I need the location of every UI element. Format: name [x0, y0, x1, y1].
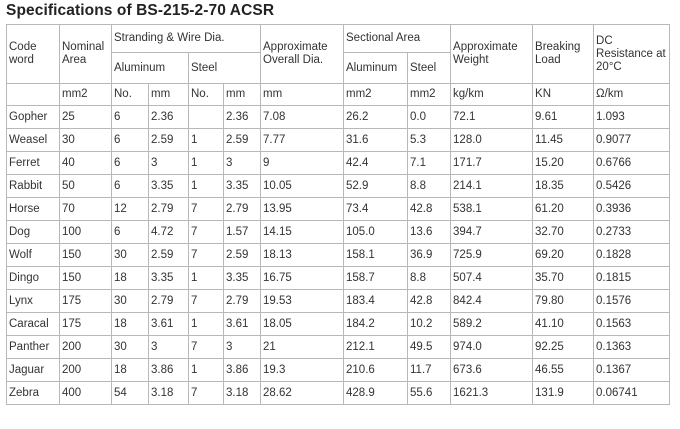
table-cell: 1 — [189, 175, 224, 198]
table-cell: 175 — [60, 290, 112, 313]
table-cell: 18.05 — [261, 313, 344, 336]
table-cell: 7 — [189, 290, 224, 313]
table-cell: 35.70 — [533, 267, 594, 290]
table-cell: 128.0 — [451, 129, 533, 152]
code-word-cell: Wolf — [7, 244, 60, 267]
table-row — [7, 106, 670, 129]
table-cell: 30 — [112, 336, 149, 359]
table-cell: 0.3936 — [594, 198, 670, 221]
table-cell: 0.5426 — [594, 175, 670, 198]
table-cell: 32.70 — [533, 221, 594, 244]
table-cell: 14.15 — [261, 221, 344, 244]
table-cell: 3.35 — [224, 175, 261, 198]
code-word-cell: Lynx — [7, 290, 60, 313]
table-cell: 0.0 — [408, 106, 451, 129]
table-cell: 0.1563 — [594, 313, 670, 336]
table-cell: 400 — [60, 382, 112, 405]
table-cell: 30 — [112, 244, 149, 267]
table-cell: 7 — [189, 198, 224, 221]
table-cell: 725.9 — [451, 244, 533, 267]
table-cell — [189, 106, 224, 129]
table-cell: 7 — [189, 382, 224, 405]
table-cell: 200 — [60, 336, 112, 359]
table-cell: 2.79 — [224, 198, 261, 221]
code-word-cell: Gopher — [7, 106, 60, 129]
table-cell: 6 — [112, 129, 149, 152]
table-cell: 1 — [189, 313, 224, 336]
table-cell: 2.79 — [224, 290, 261, 313]
table-cell: 0.2733 — [594, 221, 670, 244]
table-cell: 6 — [112, 152, 149, 175]
table-cell: 200 — [60, 359, 112, 382]
unit-cell: No. — [112, 84, 149, 106]
table-cell: 9 — [261, 152, 344, 175]
unit-cell: mm — [261, 84, 344, 106]
table-cell: 13.6 — [408, 221, 451, 244]
table-cell: 11.7 — [408, 359, 451, 382]
header-dc-resistance: DC Resistance at 20°C — [594, 25, 670, 84]
code-word-cell: Zebra — [7, 382, 60, 405]
header-overall-dia: Approximate Overall Dia. — [261, 25, 344, 84]
table-cell: 673.6 — [451, 359, 533, 382]
table-cell: 6 — [112, 221, 149, 244]
table-cell: 1 — [189, 267, 224, 290]
table-row — [7, 359, 670, 382]
table-cell: 158.7 — [344, 267, 408, 290]
table-cell: 11.45 — [533, 129, 594, 152]
code-word-cell: Panther — [7, 336, 60, 359]
table-cell: 7.1 — [408, 152, 451, 175]
table-cell: 428.9 — [344, 382, 408, 405]
unit-cell: mm — [224, 84, 261, 106]
code-word-cell: Weasel — [7, 129, 60, 152]
table-cell: 507.4 — [451, 267, 533, 290]
header-code-word: Code word — [7, 25, 60, 84]
table-cell: 10.2 — [408, 313, 451, 336]
header-breaking-load: Breaking Load — [533, 25, 594, 84]
table-cell: 105.0 — [344, 221, 408, 244]
table-cell: 54 — [112, 382, 149, 405]
table-cell: 183.4 — [344, 290, 408, 313]
table-cell: 1 — [189, 152, 224, 175]
table-cell: 3 — [149, 336, 189, 359]
header-row — [7, 25, 670, 53]
table-cell: 3.61 — [149, 313, 189, 336]
table-cell: 31.6 — [344, 129, 408, 152]
table-row — [7, 175, 670, 198]
table-cell: 184.2 — [344, 313, 408, 336]
table-cell: 2.79 — [149, 198, 189, 221]
table-cell: 7 — [189, 244, 224, 267]
table-cell: 49.5 — [408, 336, 451, 359]
unit-cell: KN — [533, 84, 594, 106]
code-word-cell: Ferret — [7, 152, 60, 175]
specifications-table — [6, 24, 670, 405]
table-cell: 1621.3 — [451, 382, 533, 405]
table-cell: 842.4 — [451, 290, 533, 313]
table-cell: 131.9 — [533, 382, 594, 405]
table-cell: 0.06741 — [594, 382, 670, 405]
table-cell: 30 — [112, 290, 149, 313]
header-sectional-area: Sectional Area — [344, 25, 451, 53]
table-cell: 79.80 — [533, 290, 594, 313]
table-cell: 5.3 — [408, 129, 451, 152]
table-row — [7, 221, 670, 244]
table-cell: 3.18 — [224, 382, 261, 405]
table-cell: 0.1363 — [594, 336, 670, 359]
unit-cell: mm — [149, 84, 189, 106]
table-cell: 50 — [60, 175, 112, 198]
table-cell: 0.6766 — [594, 152, 670, 175]
table-cell: 19.3 — [261, 359, 344, 382]
table-cell: 589.2 — [451, 313, 533, 336]
header-nominal-area: Nominal Area — [60, 25, 112, 84]
header-stranding: Stranding & Wire Dia. — [112, 25, 261, 53]
table-cell: 8.8 — [408, 267, 451, 290]
table-body — [7, 106, 670, 405]
table-cell: 2.36 — [224, 106, 261, 129]
table-cell: 0.1367 — [594, 359, 670, 382]
table-cell: 3 — [224, 152, 261, 175]
table-row — [7, 336, 670, 359]
table-cell: 4.72 — [149, 221, 189, 244]
unit-cell: kg/km — [451, 84, 533, 106]
header-weight: Approximate Weight — [451, 25, 533, 84]
table-cell: 3.35 — [224, 267, 261, 290]
table-cell: 210.6 — [344, 359, 408, 382]
unit-cell: mm2 — [344, 84, 408, 106]
table-cell: 214.1 — [451, 175, 533, 198]
table-row — [7, 129, 670, 152]
table-cell: 3.35 — [149, 175, 189, 198]
table-cell: 42.8 — [408, 290, 451, 313]
table-cell: 0.1576 — [594, 290, 670, 313]
table-cell: 171.7 — [451, 152, 533, 175]
table-cell: 26.2 — [344, 106, 408, 129]
table-cell: 1 — [189, 129, 224, 152]
unit-cell: Ω/km — [594, 84, 670, 106]
table-cell: 212.1 — [344, 336, 408, 359]
table-cell: 30 — [60, 129, 112, 152]
table-cell: 3.86 — [149, 359, 189, 382]
table-row — [7, 152, 670, 175]
code-word-cell: Dog — [7, 221, 60, 244]
table-cell: 2.59 — [149, 129, 189, 152]
table-cell: 18 — [112, 359, 149, 382]
table-cell: 73.4 — [344, 198, 408, 221]
code-word-cell: Caracal — [7, 313, 60, 336]
table-cell: 175 — [60, 313, 112, 336]
table-cell: 42.4 — [344, 152, 408, 175]
units-row — [7, 84, 670, 106]
unit-cell: mm2 — [408, 84, 451, 106]
table-cell: 2.36 — [149, 106, 189, 129]
unit-cell: No. — [189, 84, 224, 106]
table-cell: 394.7 — [451, 221, 533, 244]
table-cell: 2.59 — [224, 244, 261, 267]
unit-cell: mm2 — [60, 84, 112, 106]
table-cell: 150 — [60, 244, 112, 267]
table-cell: 52.9 — [344, 175, 408, 198]
table-cell: 21 — [261, 336, 344, 359]
table-cell: 10.05 — [261, 175, 344, 198]
table-cell: 1 — [189, 359, 224, 382]
table-cell: 7.77 — [261, 129, 344, 152]
table-cell: 3 — [224, 336, 261, 359]
table-cell: 7.08 — [261, 106, 344, 129]
table-cell: 974.0 — [451, 336, 533, 359]
table-cell: 28.62 — [261, 382, 344, 405]
table-cell: 19.53 — [261, 290, 344, 313]
table-cell: 100 — [60, 221, 112, 244]
table-cell: 6 — [112, 106, 149, 129]
table-cell: 1.57 — [224, 221, 261, 244]
table-cell: 3.86 — [224, 359, 261, 382]
table-cell: 2.59 — [149, 244, 189, 267]
table-row — [7, 382, 670, 405]
table-cell: 6 — [112, 175, 149, 198]
table-cell: 72.1 — [451, 106, 533, 129]
table-cell: 18 — [112, 313, 149, 336]
table-cell: 70 — [60, 198, 112, 221]
header-section-aluminum: Aluminum — [344, 53, 408, 84]
table-cell: 12 — [112, 198, 149, 221]
table-cell: 16.75 — [261, 267, 344, 290]
table-cell: 150 — [60, 267, 112, 290]
table-cell: 18.35 — [533, 175, 594, 198]
table-cell: 7 — [189, 221, 224, 244]
table-cell: 18.13 — [261, 244, 344, 267]
table-cell: 13.95 — [261, 198, 344, 221]
table-cell: 18 — [112, 267, 149, 290]
table-cell: 538.1 — [451, 198, 533, 221]
code-word-cell: Jaguar — [7, 359, 60, 382]
code-word-cell: Rabbit — [7, 175, 60, 198]
header-strand-aluminum: Aluminum — [112, 53, 189, 84]
table-row — [7, 244, 670, 267]
table-cell: 158.1 — [344, 244, 408, 267]
table-cell: 9.61 — [533, 106, 594, 129]
header-strand-steel: Steel — [189, 53, 261, 84]
table-cell: 0.1815 — [594, 267, 670, 290]
table-row — [7, 267, 670, 290]
table-cell: 2.59 — [224, 129, 261, 152]
table-cell: 3 — [149, 152, 189, 175]
page-title: Specifications of BS-215-2-70 ACSR — [6, 2, 275, 19]
code-word-cell: Dingo — [7, 267, 60, 290]
table-cell: 15.20 — [533, 152, 594, 175]
table-row — [7, 198, 670, 221]
table-cell: 61.20 — [533, 198, 594, 221]
table-cell: 7 — [189, 336, 224, 359]
table-cell: 36.9 — [408, 244, 451, 267]
table-cell: 3.35 — [149, 267, 189, 290]
table-cell: 42.8 — [408, 198, 451, 221]
table-cell: 2.79 — [149, 290, 189, 313]
header-section-steel: Steel — [408, 53, 451, 84]
table-cell: 0.9077 — [594, 129, 670, 152]
table-cell: 41.10 — [533, 313, 594, 336]
unit-cell-empty — [7, 84, 60, 106]
table-cell: 3.61 — [224, 313, 261, 336]
table-cell: 8.8 — [408, 175, 451, 198]
table-row — [7, 290, 670, 313]
table-row — [7, 313, 670, 336]
table-cell: 55.6 — [408, 382, 451, 405]
table-cell: 3.18 — [149, 382, 189, 405]
table-cell: 40 — [60, 152, 112, 175]
table-cell: 46.55 — [533, 359, 594, 382]
table-cell: 92.25 — [533, 336, 594, 359]
table-cell: 25 — [60, 106, 112, 129]
code-word-cell: Horse — [7, 198, 60, 221]
table-cell: 1.093 — [594, 106, 670, 129]
table-cell: 0.1828 — [594, 244, 670, 267]
table-cell: 69.20 — [533, 244, 594, 267]
